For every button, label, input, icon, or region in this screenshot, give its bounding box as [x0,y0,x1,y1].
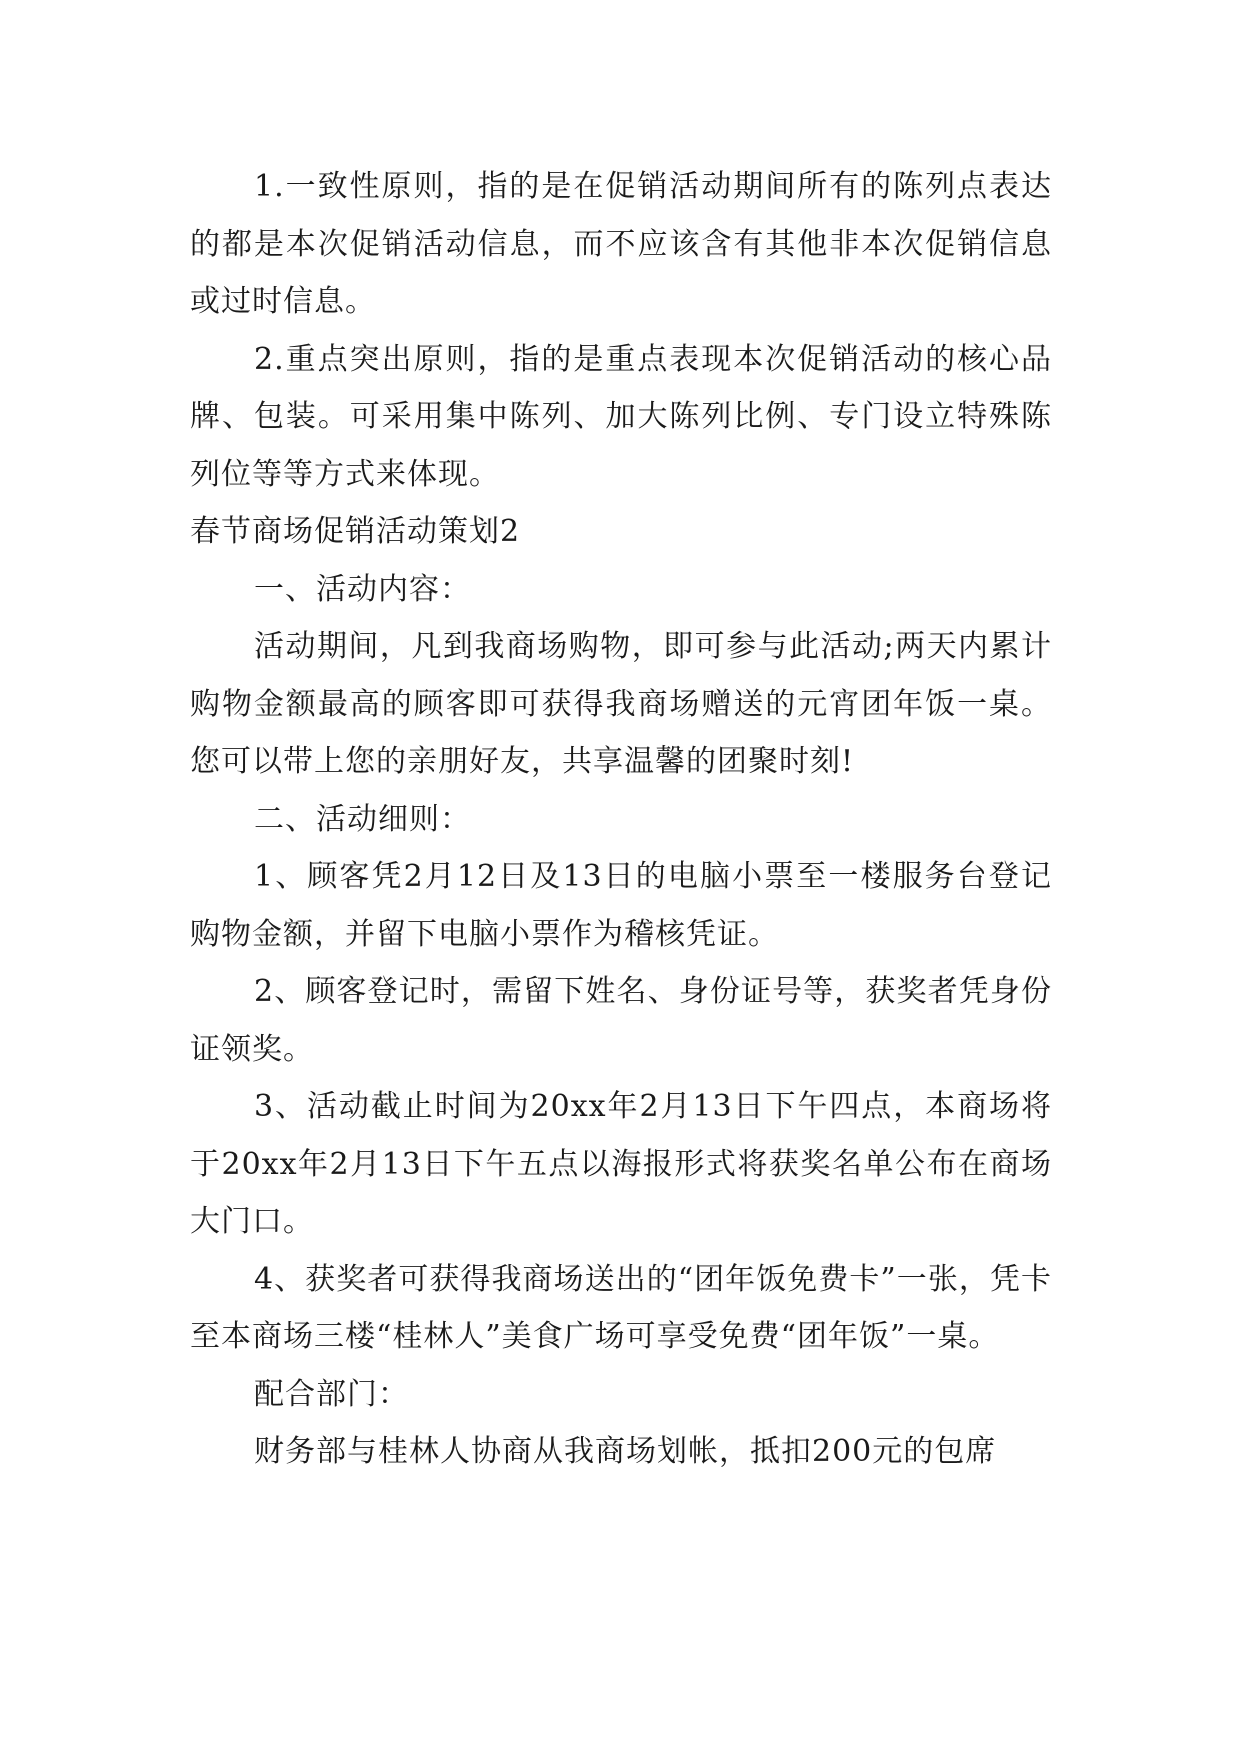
paragraph-emphasis-principle: 2.重点突出原则，指的是重点表现本次促销活动的核心品牌、包装。可采用集中陈列、加大陈列比例、专门设立特殊陈列位等等方式来体现。 [190,341,1052,492]
rule-item-3: 3、活动截止时间为20xx年2月13日下午四点，本商场将于20xx年2月13日下午五点以海报形式将获奖名单公布在商场大门口。 [190,1089,1052,1239]
section-title: 春节商场促销活动策划2 [190,514,521,549]
heading-activity-rules: 二、活动细则： [254,801,471,837]
paragraph-consistency-principle: 1.一致性原则，指的是在促销活动期间所有的陈列点表达的都是本次促销活动信息，而不应该含有其他非本次促销信息或过时信息。 [190,169,1052,319]
document-body [190,158,1052,1481]
rule-item-2: 2、顾客登记时，需留下姓名、身份证号等，获奖者凭身份证领奖。 [190,974,1052,1067]
rule-item-4: 4、获奖者可获得我商场送出的“团年饭免费卡”一张，凭卡至本商场三楼“桂林人”美食广场可享受免费“团年饭”一桌。 [190,1261,1052,1354]
heading-activity-content: 一、活动内容： [254,571,471,607]
heading-cooperating-departments: 配合部门： [254,1376,409,1412]
paragraph-activity-content: 活动期间，凡到我商场购物，即可参与此活动;两天内累计购物金额最高的顾客即可获得我商场赠送的元宵团年饭一桌。您可以带上您的亲朋好友，共享温馨的团聚时刻! [190,629,1052,779]
rule-item-1: 1、顾客凭2月12日及13日的电脑小票至一楼服务台登记购物金额，并留下电脑小票作为稽核凭证。 [190,859,1052,952]
paragraph-finance-department: 财务部与桂林人协商从我商场划帐，抵扣200元的包席 [254,1434,997,1469]
